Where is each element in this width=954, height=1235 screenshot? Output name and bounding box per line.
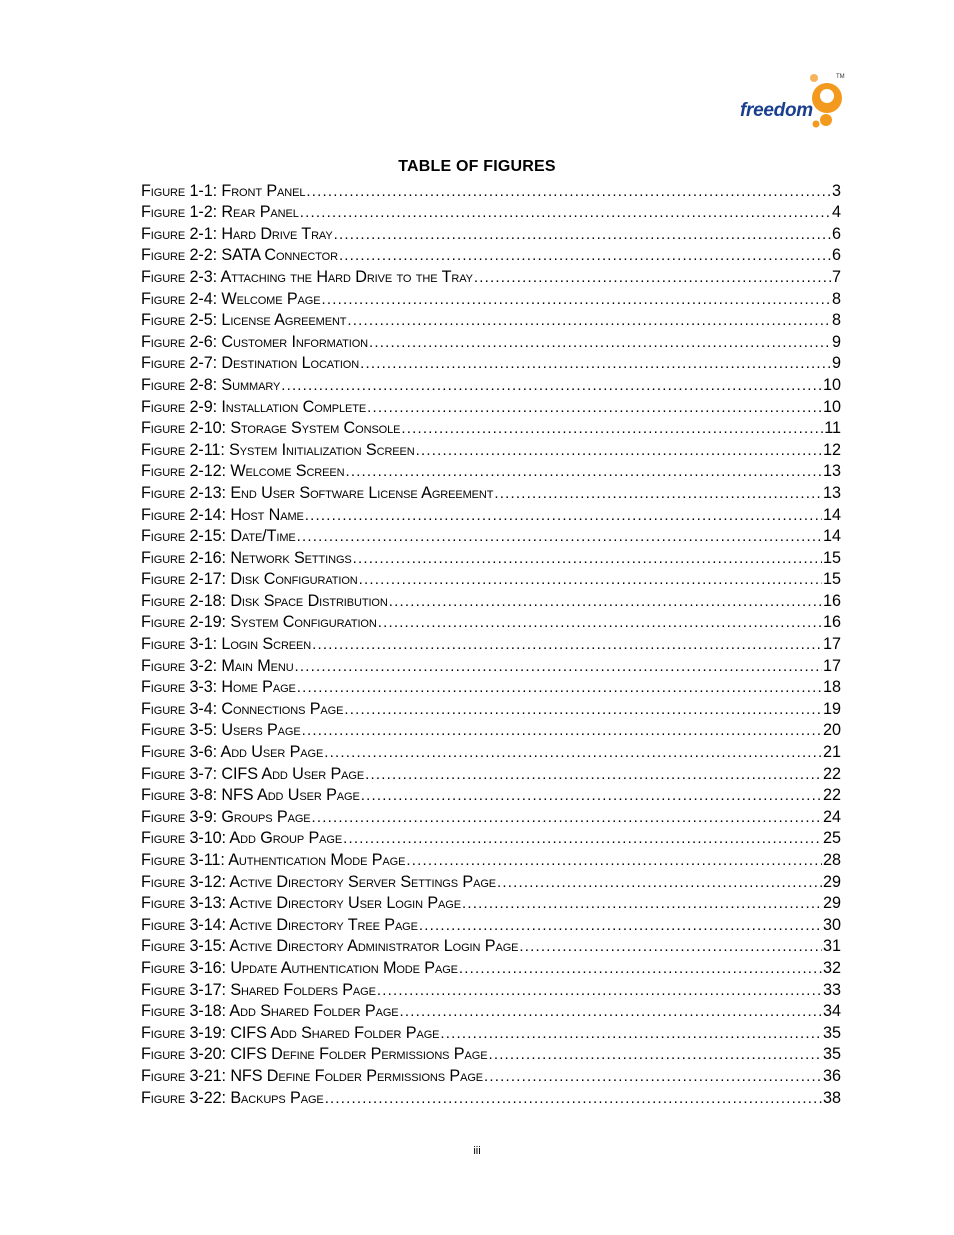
logo-trademark: TM xyxy=(836,74,845,80)
toc-entry[interactable] xyxy=(141,1042,841,1064)
toc-entry[interactable] xyxy=(141,696,841,718)
toc-entry-label: Figure 2-17: Disk Configuration xyxy=(141,570,358,589)
toc-entry-label: Figure 2-12: Welcome Screen xyxy=(141,462,345,481)
toc-dot-leader xyxy=(305,508,822,524)
toc-entry-label: Figure 3-1: Login Screen xyxy=(141,635,312,654)
toc-entry-page: 15 xyxy=(822,570,841,589)
toc-entry-label: Figure 3-2: Main Menu xyxy=(141,656,294,675)
toc-dot-leader xyxy=(312,810,822,826)
toc-entry[interactable] xyxy=(141,221,841,243)
toc-entry[interactable] xyxy=(141,567,841,589)
toc-dot-leader xyxy=(369,335,831,351)
toc-entry-page: 30 xyxy=(822,915,841,934)
toc-dot-leader xyxy=(474,270,831,286)
toc-entry[interactable] xyxy=(141,891,841,913)
toc-entry[interactable] xyxy=(141,588,841,610)
toc-entry[interactable] xyxy=(141,977,841,999)
toc-entry-label: Figure 3-15: Active Directory Administrator Login Page xyxy=(141,937,519,956)
toc-entry-page: 29 xyxy=(822,894,841,913)
toc-entry[interactable] xyxy=(141,394,841,416)
toc-dot-leader xyxy=(440,1026,822,1042)
toc-entry[interactable] xyxy=(141,545,841,567)
toc-dot-leader xyxy=(400,1004,822,1020)
toc-entry-page: 6 xyxy=(831,246,841,265)
toc-entry-label: Figure 2-15: Date/Time xyxy=(141,527,296,546)
toc-dot-leader xyxy=(345,464,822,480)
toc-entry-label: Figure 2-1: Hard Drive Tray xyxy=(141,224,333,243)
toc-entry-page: 31 xyxy=(822,937,841,956)
toc-dot-leader xyxy=(312,637,822,653)
toc-dot-leader xyxy=(484,1069,822,1085)
toc-entry[interactable] xyxy=(141,739,841,761)
toc-dot-leader xyxy=(459,961,822,977)
toc-dot-leader xyxy=(343,831,822,847)
toc-entry-page: 28 xyxy=(822,851,841,869)
toc-entry-label: Figure 3-13: Active Directory User Login Page xyxy=(141,894,461,913)
toc-dot-leader xyxy=(321,292,831,308)
toc-dot-leader xyxy=(401,421,823,437)
toc-entry[interactable] xyxy=(141,243,841,265)
toc-entry-page: 10 xyxy=(822,397,841,416)
toc-entry-label: Figure 3-17: Shared Folders Page xyxy=(141,980,376,999)
toc-dot-leader xyxy=(297,680,822,696)
toc-dot-leader xyxy=(419,918,822,934)
toc-entry-label: Figure 2-7: Destination Location xyxy=(141,354,360,373)
toc-dot-leader xyxy=(300,205,831,221)
toc-entry[interactable] xyxy=(141,804,841,826)
toc-entry-label: Figure 2-14: Host Name xyxy=(141,505,304,524)
toc-entry[interactable] xyxy=(141,955,841,977)
toc-entry[interactable] xyxy=(141,999,841,1021)
toc-entry-label: Figure 3-3: Home Page xyxy=(141,678,296,697)
toc-entry[interactable] xyxy=(141,783,841,805)
toc-entry-page: 3 xyxy=(831,181,841,200)
toc-entry[interactable] xyxy=(141,351,841,373)
toc-entry-page: 17 xyxy=(822,656,841,675)
toc-entry-label: Figure 2-10: Storage System Console xyxy=(141,419,401,438)
toc-entry[interactable] xyxy=(141,480,841,502)
toc-entry-label: Figure 3-6: Add User Page xyxy=(141,743,324,762)
toc-entry[interactable] xyxy=(141,459,841,481)
toc-entry-label: Figure 2-11: System Initialization Screen xyxy=(141,440,415,459)
toc-dot-leader xyxy=(325,1091,822,1107)
toc-entry[interactable] xyxy=(141,264,841,286)
toc-entry-page: 14 xyxy=(822,527,841,546)
toc-entry-label: Figure 2-2: SATA Connector xyxy=(141,246,338,265)
toc-entry-label: Figure 2-5: License Agreement xyxy=(141,311,347,330)
page-number: iii xyxy=(473,1145,481,1157)
toc-entry-label: Figure 3-4: Connections Page xyxy=(141,699,344,718)
freedom9-logo xyxy=(736,72,846,138)
toc-dot-leader xyxy=(353,551,822,567)
toc-entry[interactable] xyxy=(141,826,841,848)
toc-dot-leader xyxy=(416,443,822,459)
toc-dot-leader xyxy=(281,378,822,394)
toc-entry-page: 38 xyxy=(822,1088,841,1107)
toc-entry[interactable] xyxy=(141,416,841,438)
toc-entry-label: Figure 3-7: CIFS Add User Page xyxy=(141,764,365,783)
table-of-figures-list xyxy=(141,178,841,1107)
toc-entry-label: Figure 2-16: Network Settings xyxy=(141,548,352,567)
toc-entry-page: 16 xyxy=(822,613,841,632)
toc-dot-leader xyxy=(365,767,822,783)
toc-entry[interactable] xyxy=(141,437,841,459)
toc-entry-page: 35 xyxy=(822,1023,841,1042)
toc-entry-page: 19 xyxy=(822,699,841,718)
toc-entry[interactable] xyxy=(141,286,841,308)
toc-dot-leader xyxy=(324,745,822,761)
toc-entry-page: 8 xyxy=(831,311,841,330)
toc-dot-leader xyxy=(378,615,822,631)
toc-entry-label: Figure 3-9: Groups Page xyxy=(141,807,311,826)
toc-entry[interactable] xyxy=(141,675,841,697)
toc-entry-page: 17 xyxy=(822,635,841,654)
toc-entry-label: Figure 3-22: Backups Page xyxy=(141,1088,324,1107)
toc-entry-label: Figure 3-19: CIFS Add Shared Folder Page xyxy=(141,1023,440,1042)
toc-entry-label: Figure 2-13: End User Software License Agreement xyxy=(141,483,494,502)
toc-entry-label: Figure 3-10: Add Group Page xyxy=(141,829,343,848)
toc-entry[interactable] xyxy=(141,178,841,200)
toc-entry-page: 15 xyxy=(822,548,841,567)
page-title: TABLE OF FIGURES xyxy=(398,158,556,175)
toc-entry-page: 11 xyxy=(824,419,841,438)
toc-entry-page: 12 xyxy=(822,440,841,459)
toc-entry-page: 21 xyxy=(822,743,841,762)
toc-entry[interactable] xyxy=(141,934,841,956)
toc-dot-leader xyxy=(361,788,822,804)
toc-dot-leader xyxy=(302,723,822,739)
toc-entry-label: Figure 3-5: Users Page xyxy=(141,721,301,740)
toc-dot-leader xyxy=(347,313,831,329)
toc-entry-label: Figure 3-12: Active Directory Server Settings Page xyxy=(141,872,497,891)
toc-entry-page: 22 xyxy=(822,764,841,783)
toc-entry[interactable] xyxy=(141,329,841,351)
toc-entry-label: Figure 2-18: Disk Space Distribution xyxy=(141,591,388,610)
toc-entry-label: Figure 3-8: NFS Add User Page xyxy=(141,786,360,805)
toc-dot-leader xyxy=(519,939,822,955)
toc-entry-page: 6 xyxy=(831,224,841,243)
toc-entry[interactable] xyxy=(141,1085,841,1107)
toc-entry[interactable] xyxy=(141,869,841,891)
toc-entry-page: 18 xyxy=(822,678,841,697)
toc-entry-label: Figure 3-20: CIFS Define Folder Permissions Page xyxy=(141,1045,488,1064)
toc-entry[interactable] xyxy=(141,610,841,632)
toc-entry-page: 9 xyxy=(831,332,841,351)
toc-entry-page: 32 xyxy=(822,958,841,977)
toc-dot-leader xyxy=(389,594,822,610)
toc-entry-label: Figure 3-21: NFS Define Folder Permissions Page xyxy=(141,1066,484,1085)
toc-dot-leader xyxy=(360,356,831,372)
toc-entry-page: 36 xyxy=(822,1066,841,1085)
toc-dot-leader xyxy=(306,184,831,200)
toc-entry[interactable] xyxy=(141,653,841,675)
toc-entry-page: 13 xyxy=(822,462,841,481)
toc-entry[interactable] xyxy=(141,631,841,653)
toc-entry-page: 22 xyxy=(822,786,841,805)
toc-dot-leader xyxy=(334,227,831,243)
toc-entry-label: Figure 3-18: Add Shared Folder Page xyxy=(141,1002,399,1021)
toc-entry[interactable] xyxy=(141,761,841,783)
toc-entry-page: 20 xyxy=(822,721,841,740)
toc-entry-label: Figure 2-3: Attaching the Hard Drive to the Tray xyxy=(141,267,473,286)
toc-entry[interactable] xyxy=(141,847,841,869)
toc-entry-page: 13 xyxy=(822,483,841,502)
toc-dot-leader xyxy=(295,659,822,675)
toc-entry-label: Figure 3-14: Active Directory Tree Page xyxy=(141,915,418,934)
toc-dot-leader xyxy=(488,1047,822,1063)
toc-entry[interactable] xyxy=(141,1063,841,1085)
toc-entry-page: 14 xyxy=(822,505,841,524)
toc-entry-label: Figure 1-1: Front Panel xyxy=(141,181,306,200)
toc-entry[interactable] xyxy=(141,502,841,524)
toc-dot-leader xyxy=(462,896,822,912)
toc-dot-leader xyxy=(297,529,822,545)
logo-wordmark: freedom xyxy=(740,100,813,121)
toc-dot-leader xyxy=(406,853,822,869)
toc-entry[interactable] xyxy=(141,308,841,330)
toc-entry-label: Figure 1-2: Rear Panel xyxy=(141,203,299,222)
toc-entry[interactable] xyxy=(141,1020,841,1042)
toc-dot-leader xyxy=(377,983,822,999)
toc-entry[interactable] xyxy=(141,524,841,546)
toc-entry-page: 33 xyxy=(822,980,841,999)
toc-entry-page: 35 xyxy=(822,1045,841,1064)
toc-dot-leader xyxy=(497,875,822,891)
toc-entry-label: Figure 3-11: Authentication Mode Page xyxy=(141,851,406,869)
toc-entry-label: Figure 2-8: Summary xyxy=(141,375,281,394)
toc-entry-page: 8 xyxy=(831,289,841,308)
toc-entry-label: Figure 2-9: Installation Complete xyxy=(141,397,367,416)
toc-dot-leader xyxy=(359,572,822,588)
toc-entry-page: 25 xyxy=(822,829,841,848)
toc-entry-page: 9 xyxy=(831,354,841,373)
toc-entry-page: 24 xyxy=(822,807,841,826)
toc-entry-label: Figure 2-6: Customer Information xyxy=(141,332,369,351)
toc-dot-leader xyxy=(494,486,822,502)
toc-entry-page: 10 xyxy=(822,375,841,394)
toc-entry-page: 34 xyxy=(822,1002,841,1021)
toc-entry[interactable] xyxy=(141,718,841,740)
toc-entry[interactable] xyxy=(141,912,841,934)
toc-entry-page: 29 xyxy=(822,872,841,891)
toc-entry-label: Figure 2-4: Welcome Page xyxy=(141,289,321,308)
toc-entry-page: 16 xyxy=(822,591,841,610)
toc-entry-label: Figure 3-16: Update Authentication Mode Page xyxy=(141,958,458,977)
toc-dot-leader xyxy=(367,400,822,416)
toc-dot-leader xyxy=(339,248,831,264)
toc-entry[interactable] xyxy=(141,200,841,222)
toc-entry-page: 4 xyxy=(831,203,841,222)
toc-entry[interactable] xyxy=(141,372,841,394)
toc-entry-label: Figure 2-19: System Configuration xyxy=(141,613,377,632)
toc-dot-leader xyxy=(344,702,822,718)
toc-entry-page: 7 xyxy=(831,267,841,286)
